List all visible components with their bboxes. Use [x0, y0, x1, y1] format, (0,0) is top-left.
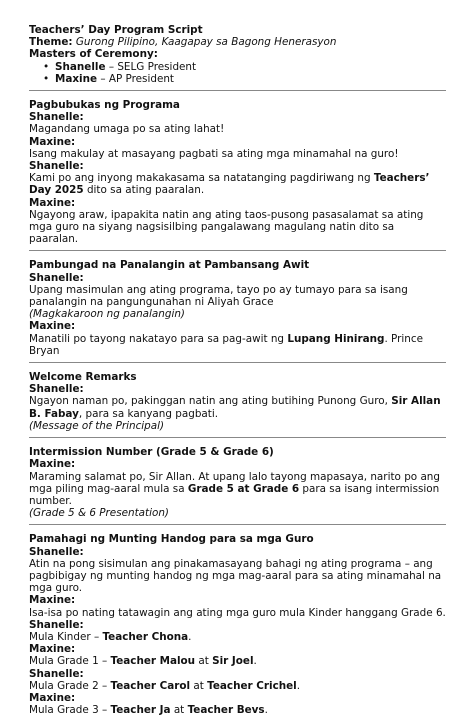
speaker-label: Maxine: [29, 691, 76, 704]
script-line [29, 680, 446, 692]
teacher-name: Teacher Malou [110, 655, 196, 668]
speaker-label: Shanelle: [29, 667, 84, 680]
script-line [29, 333, 446, 357]
section-divider [29, 524, 446, 525]
speaker-label: Shanelle: [29, 111, 84, 124]
document-title: Teachers’ Day Program Script [29, 24, 203, 36]
theme-label: Theme: [29, 36, 73, 49]
event-name: Teachers’ Day 2025 [29, 172, 430, 197]
teacher-name: Sir Joel [212, 655, 254, 668]
text-run: Ngayon naman po, pakinggan natin ang ating butihing Punong Guro, [29, 395, 392, 408]
grade-levels: Grade 5 at Grade 6 [187, 482, 300, 495]
principal-name: Sir Allan B. Fabay [29, 395, 441, 420]
script-line: Magandang umaga po sa ating lahat! [29, 123, 225, 136]
speaker-label: Maxine: [29, 643, 76, 656]
speaker-label: Shanelle: [29, 383, 84, 396]
section-opening [29, 99, 446, 245]
text-run: para sa isang intermission number. [29, 482, 440, 507]
section-divider [29, 90, 446, 91]
script-line [29, 631, 446, 643]
section-title: Pamahagi ng Munting Handog para sa mga Guro [29, 533, 314, 546]
script-line: Isa-isa po nating tatawagin ang ating mga guro mula Kinder hanggang Grade 6. [29, 606, 446, 619]
text-run: Maraming salamat po, Sir Allan. At upang lalo tayong mapasaya, narito po ang mga piling mag-aaral mula sa [29, 470, 440, 495]
section-divider [29, 437, 446, 438]
section-title: Pambungad na Panalangin at Pambansang Awit [29, 259, 310, 272]
theme-line [29, 36, 446, 48]
text-run: Kami po ang inyong makakasama sa natatanging pagdiriwang ng [29, 172, 374, 185]
script-line [29, 704, 446, 716]
speaker-label: Maxine: [29, 458, 76, 471]
mc-item [43, 73, 446, 85]
text-run: at [190, 679, 208, 692]
mc-list [29, 61, 446, 85]
script-line [29, 395, 446, 419]
teacher-name: Teacher Bevs [187, 704, 265, 716]
stage-note: (Grade 5 & 6 Presentation) [29, 507, 169, 520]
text-run: dito sa ating paaralan. [83, 184, 205, 197]
text-run: Mula Grade 1 – [29, 655, 111, 668]
text-run: Mula Grade 3 – [29, 704, 111, 716]
speaker-label: Shanelle: [29, 160, 84, 173]
text-run: , para sa kanyang pagbati. [78, 407, 219, 420]
section-prayer-anthem [29, 259, 446, 357]
speaker-label: Shanelle: [29, 545, 84, 558]
script-line [29, 172, 446, 196]
section-gifts [29, 533, 446, 716]
text-run: Mula Kinder – [29, 630, 103, 643]
section-intermission [29, 446, 446, 519]
speaker-label: Shanelle: [29, 271, 84, 284]
text-run: . [296, 679, 301, 692]
script-line: Atin na pong sisimulan ang pinakamasayang bahagi ng ating programa – ang pagbibigay ng munting handog ng mga mag-aaral para sa ating minamahal na mga guro. [29, 557, 442, 595]
text-run: Mula Grade 2 – [29, 679, 111, 692]
text-run: . [264, 704, 268, 716]
speaker-label: Maxine: [29, 135, 76, 148]
section-title: Intermission Number (Grade 5 & Grade 6) [29, 446, 274, 459]
teacher-name: Teacher Crichel [207, 679, 297, 692]
section-title: Pagbubukas ng Programa [29, 99, 180, 112]
speaker-label: Maxine: [29, 320, 76, 333]
teacher-name: Teacher Chona [102, 630, 189, 643]
teacher-name: Teacher Ja [110, 704, 171, 716]
teacher-name: Teacher Carol [110, 679, 191, 692]
script-line [29, 655, 446, 667]
section-title: Welcome Remarks [29, 371, 137, 384]
section-divider [29, 362, 446, 363]
text-run: . [253, 655, 257, 668]
speaker-label: Shanelle: [29, 618, 84, 631]
anthem-name: Lupang Hinirang [287, 332, 385, 345]
stage-note: (Magkakaroon ng panalangin) [29, 308, 185, 321]
text-run: at [170, 704, 188, 716]
text-run: at [195, 655, 213, 668]
mc-name: Maxine [55, 72, 98, 85]
script-line: Ngayong araw, ipapakita natin ang ating taos-pusong pasasalamat sa ating mga guro na siyang nagsisilbing pangalawang magulang natin dito sa paaralan. [29, 208, 424, 246]
script-line [29, 471, 446, 508]
script-line: Isang makulay at masayang pagbati sa ating mga minamahal na guro! [29, 147, 399, 160]
mc-item [43, 61, 446, 73]
script-line: Upang masimulan ang ating programa, tayo po ay tumayo para sa isang panalangin na pangungunahan ni Aliyah Grace [29, 283, 408, 309]
text-run: . [188, 630, 192, 643]
mc-name: Shanelle [55, 60, 106, 73]
section-welcome [29, 371, 446, 432]
text-run: Manatili po tayong nakatayo para sa pag-awit ng [29, 332, 288, 345]
section-divider [29, 250, 446, 251]
text-run: . Prince Bryan [29, 332, 423, 357]
speaker-label: Maxine: [29, 196, 76, 209]
mc-label: Masters of Ceremony: [29, 48, 158, 61]
mc-role: – AP President [97, 72, 175, 85]
speaker-label: Maxine: [29, 594, 76, 607]
theme-value: Gurong Pilipino, Kaagapay sa Bagong Henerasyon [75, 36, 337, 49]
stage-note: (Message of the Principal) [29, 419, 165, 432]
mc-role: – SELG President [105, 60, 197, 73]
